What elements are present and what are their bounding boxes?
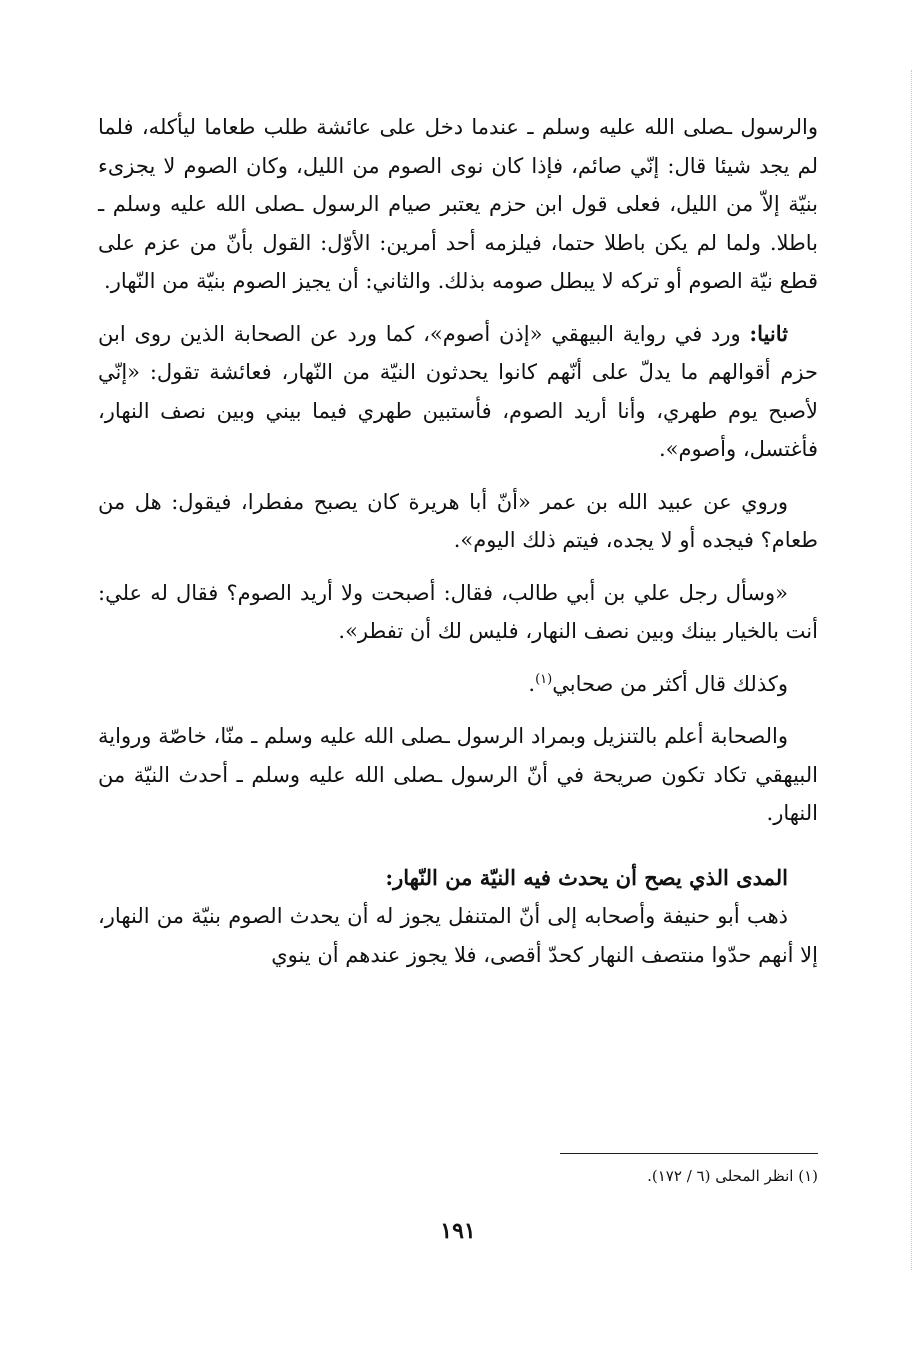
- section-heading: المدى الذي يصح أن يحدث فيه النيّة من النّهار:: [385, 864, 788, 890]
- paragraph-5-text: وكذلك قال أكثر من صحابي: [552, 671, 788, 696]
- paragraph-1: والرسول ـصلى الله عليه وسلم ـ عندما دخل على عائشة طلب طعاما ليأكله، فلما لم يجد شيئا قال: إنّي صائم، فإذا كان نوى الصوم من الليل، وكان الصوم لا يجزىء بنيّة إلاّ من الليل، فعلى قول ابن حزم يعتبر صيام الرسول ـصلى الله عليه وسلم ـ باطلا. ولما لم يكن باطلا حتما، فيلزمه أحد أمرين: الأوّل: القول بأنّ من عزم على قطع نيّة الصوم أو تركه لا يبطل صومه بذلك. والثاني: أن يجيز الصوم بنيّة من النّهار.: [98, 115, 818, 293]
- paragraph-2-text: ورد في رواية البيهقي «إذن أصوم»، كما ورد عن الصحابة الذين روى ابن حزم أقوالهم ما يدلّ على أنّهم كانوا يحدثون النيّة من النّهار، فعائشة تقول: «إنّي لأصبح يوم طهري، وأنا أريد الصوم، فأستبين طهري فيما بيني وبين نصف النهار، فأغتسل، وأصوم».: [98, 321, 818, 461]
- paragraph-7: ذهب أبو حنيفة وأصحابه إلى أنّ المتنفل يجوز له أن يحدث الصوم بنيّة من النهار، إلا أنهم حدّوا منتصف النهار كحدّ أقصى، فلا يجوز عندهم أن ينوي: [98, 904, 818, 967]
- paragraph-3: وروي عن عبيد الله بن عمر «أنّ أبا هريرة كان يصبح مفطرا، فيقول: هل من طعام؟ فيجده أو لا يجده، فيتم ذلك اليوم».: [98, 489, 818, 552]
- paragraph-2-lead: ثانيا:: [749, 320, 788, 346]
- paragraph-5-end: .: [528, 671, 536, 696]
- page-edge-line: [911, 70, 912, 1270]
- footnote-reference[interactable]: (١): [535, 671, 553, 687]
- paragraph-2: [98, 315, 818, 469]
- paragraph-5: [98, 665, 818, 704]
- paragraph-6: والصحابة أعلم بالتنزيل وبمراد الرسول ـصلى الله عليه وسلم ـ منّا، خاصّة ورواية البيهقي تكاد تكون صريحة في أنّ الرسول ـصلى الله عليه وسلم ـ أحدث النيّة من النهار.: [98, 724, 818, 825]
- main-text: [98, 108, 818, 974]
- footnote-divider: [560, 1153, 818, 1154]
- paragraph-4: «وسأل رجل علي بن أبي طالب، فقال: أصبحت ولا أريد الصوم؟ فقال له علي: أنت بالخيار بينك وبين نصف النهار، فليس لك أن تفطر».: [98, 580, 818, 643]
- footnote: (١) انظر المحلى (٦ / ١٧٢).: [647, 1167, 818, 1185]
- page-number: ١٩١: [440, 1218, 476, 1244]
